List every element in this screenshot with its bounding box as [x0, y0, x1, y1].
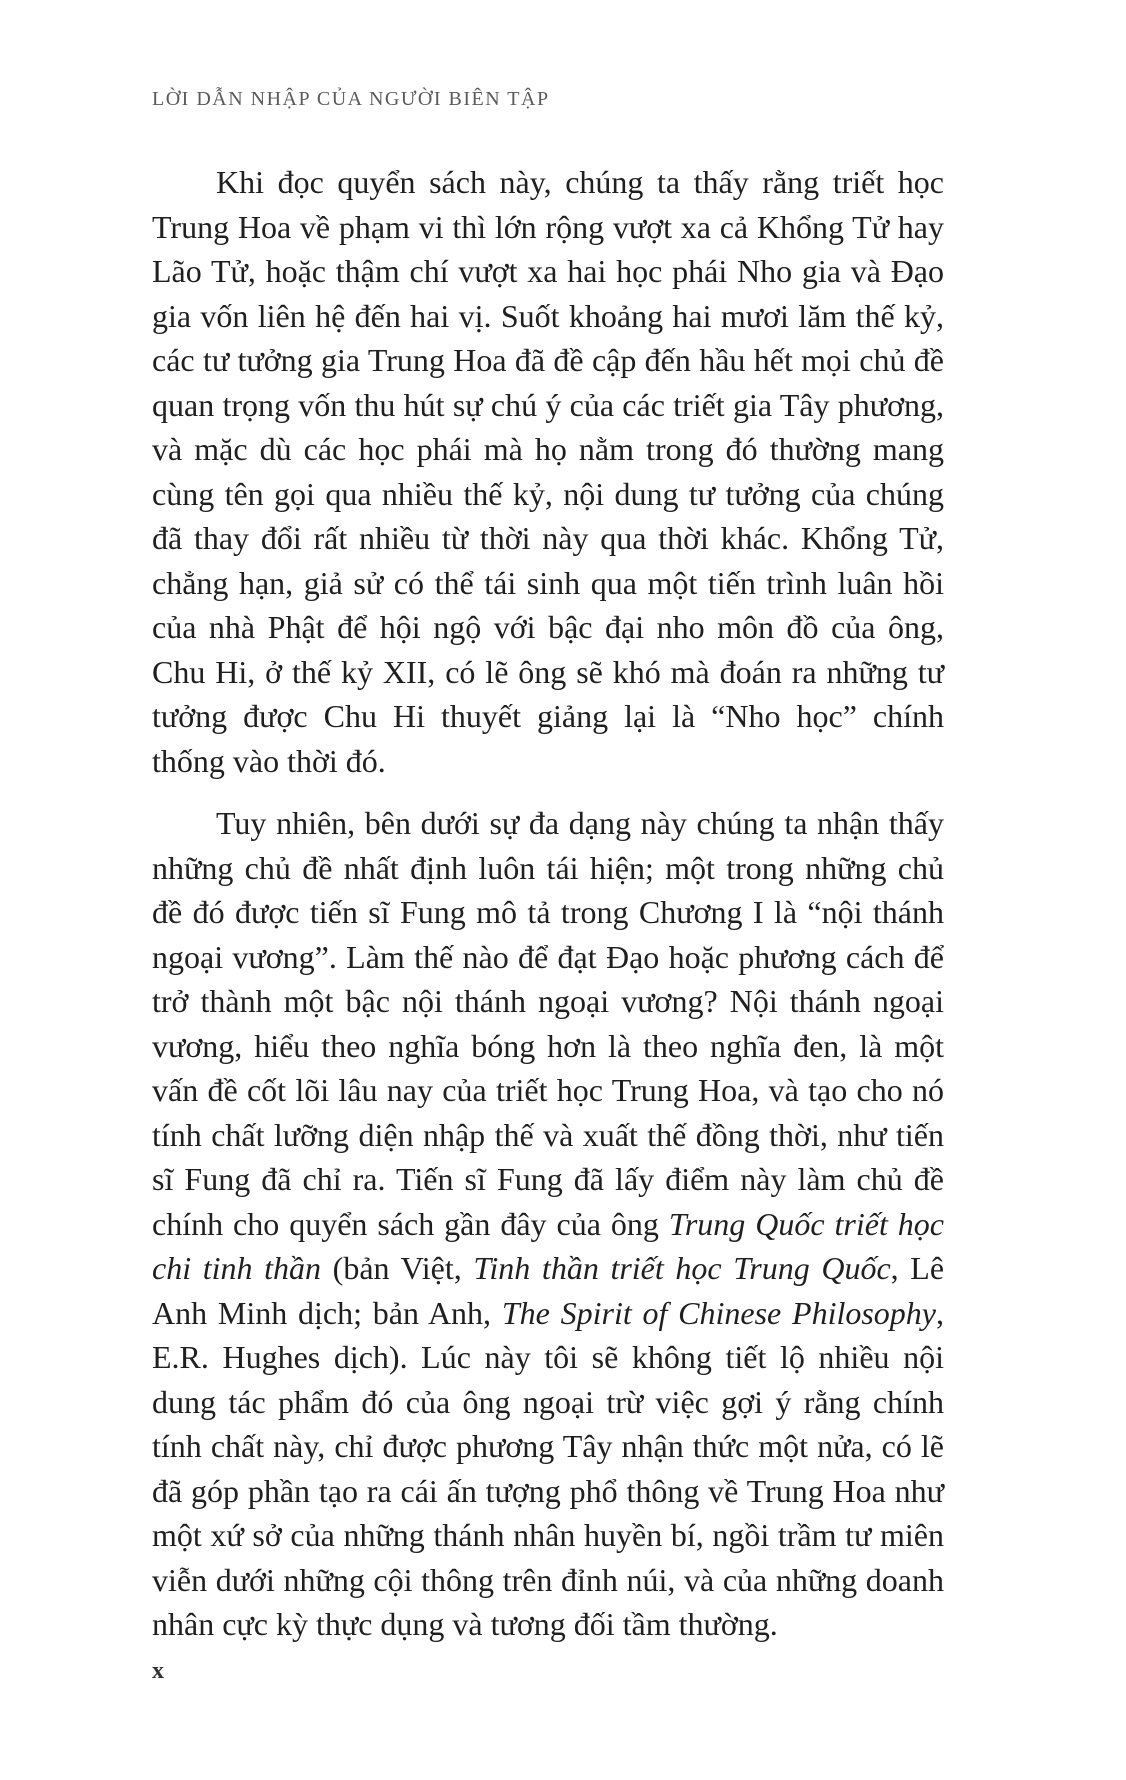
running-header: LỜI DẪN NHẬP CỦA NGƯỜI BIÊN TẬP — [152, 88, 550, 110]
paragraph-1: Khi đọc quyển sách này, chúng ta thấy rằng triết học Trung Hoa về phạm vi thì lớn rộng vượt xa cả Khổng Tử hay Lão Tử, hoặc thậm chí vượt xa hai học phái Nho gia và Đạo gia vốn liên hệ đến hai vị. Suốt khoảng hai mươi lăm thế kỷ, các tư tưởng gia Trung Hoa đã đề cập đến hầu hết mọi chủ đề quan trọng vốn thu hút sự chú ý của các triết gia Tây phương, và mặc dù các học phái mà họ nằm trong đó thường mang cùng tên gọi qua nhiều thế kỷ, nội dung tư tưởng của chúng đã thay đổi rất nhiều từ thời này qua thời khác. Khổng Tử, chẳng hạn, giả sử có thể tái sinh qua một tiến trình luân hồi của nhà Phật để hội ngộ với bậc đại nho môn đồ của ông, Chu Hi, ở thế kỷ XII, có lẽ ông sẽ khó mà đoán ra những tư tưởng được Chu Hi thuyết giảng lại là “Nho học” chính thống vào thời đó. — [152, 164, 944, 779]
paragraph-2 — [152, 801, 944, 1647]
body-text — [152, 160, 944, 1665]
paragraph-2-text-4: , E.R. Hughes dịch). Lúc này tôi sẽ không tiết lộ nhiều nội dung tác phẩm đó của ông ngoại trừ việc gợi ý rằng chính tính chất này, chỉ được phương Tây nhận thức một nửa, có lẽ đã góp phần tạo ra cái ấn tượng phổ thông về Trung Hoa như một xứ sở của những thánh nhân huyền bí, ngồi trầm tư miên viễn dưới những cội thông trên đỉnh núi, và của những doanh nhân cực kỳ thực dụng và tương đối tầm thường. — [152, 1294, 945, 1642]
paragraph-2-text-3: , Lê Anh Minh dịch; bản Anh, — [152, 1250, 945, 1331]
page-number: x — [152, 1658, 164, 1684]
book-title-english: The Spirit of Chinese Philosophy — [501, 1294, 937, 1331]
paragraph-2-text-2: (bản Việt, — [321, 1250, 474, 1286]
book-title-chinese: Trung Quốc triết học chi tinh thần — [152, 1205, 945, 1286]
paragraph-2-text-1: Tuy nhiên, bên dưới sự đa dạng này chúng ta nhận thấy những chủ đề nhất định luôn tái hiện; một trong những chủ đề đó được tiến sĩ Fung mô tả trong Chương I là “nội thánh ngoại vương”. Làm thế nào để đạt Đạo hoặc phương cách để trở thành một bậc nội thánh ngoại vương? Nội thánh ngoại vương, hiểu theo nghĩa bóng hơn là theo nghĩa đen, là một vấn đề cốt lõi lâu nay của triết học Trung Hoa, và tạo cho nó tính chất lưỡng diện nhập thế và xuất thế đồng thời, như tiến sĩ Fung đã chỉ ra. Tiến sĩ Fung đã lấy điểm này làm chủ đề chính cho quyển sách gần đây của ông — [152, 805, 944, 1242]
book-title-vietnamese: Tinh thần triết học Trung Quốc — [473, 1250, 891, 1286]
